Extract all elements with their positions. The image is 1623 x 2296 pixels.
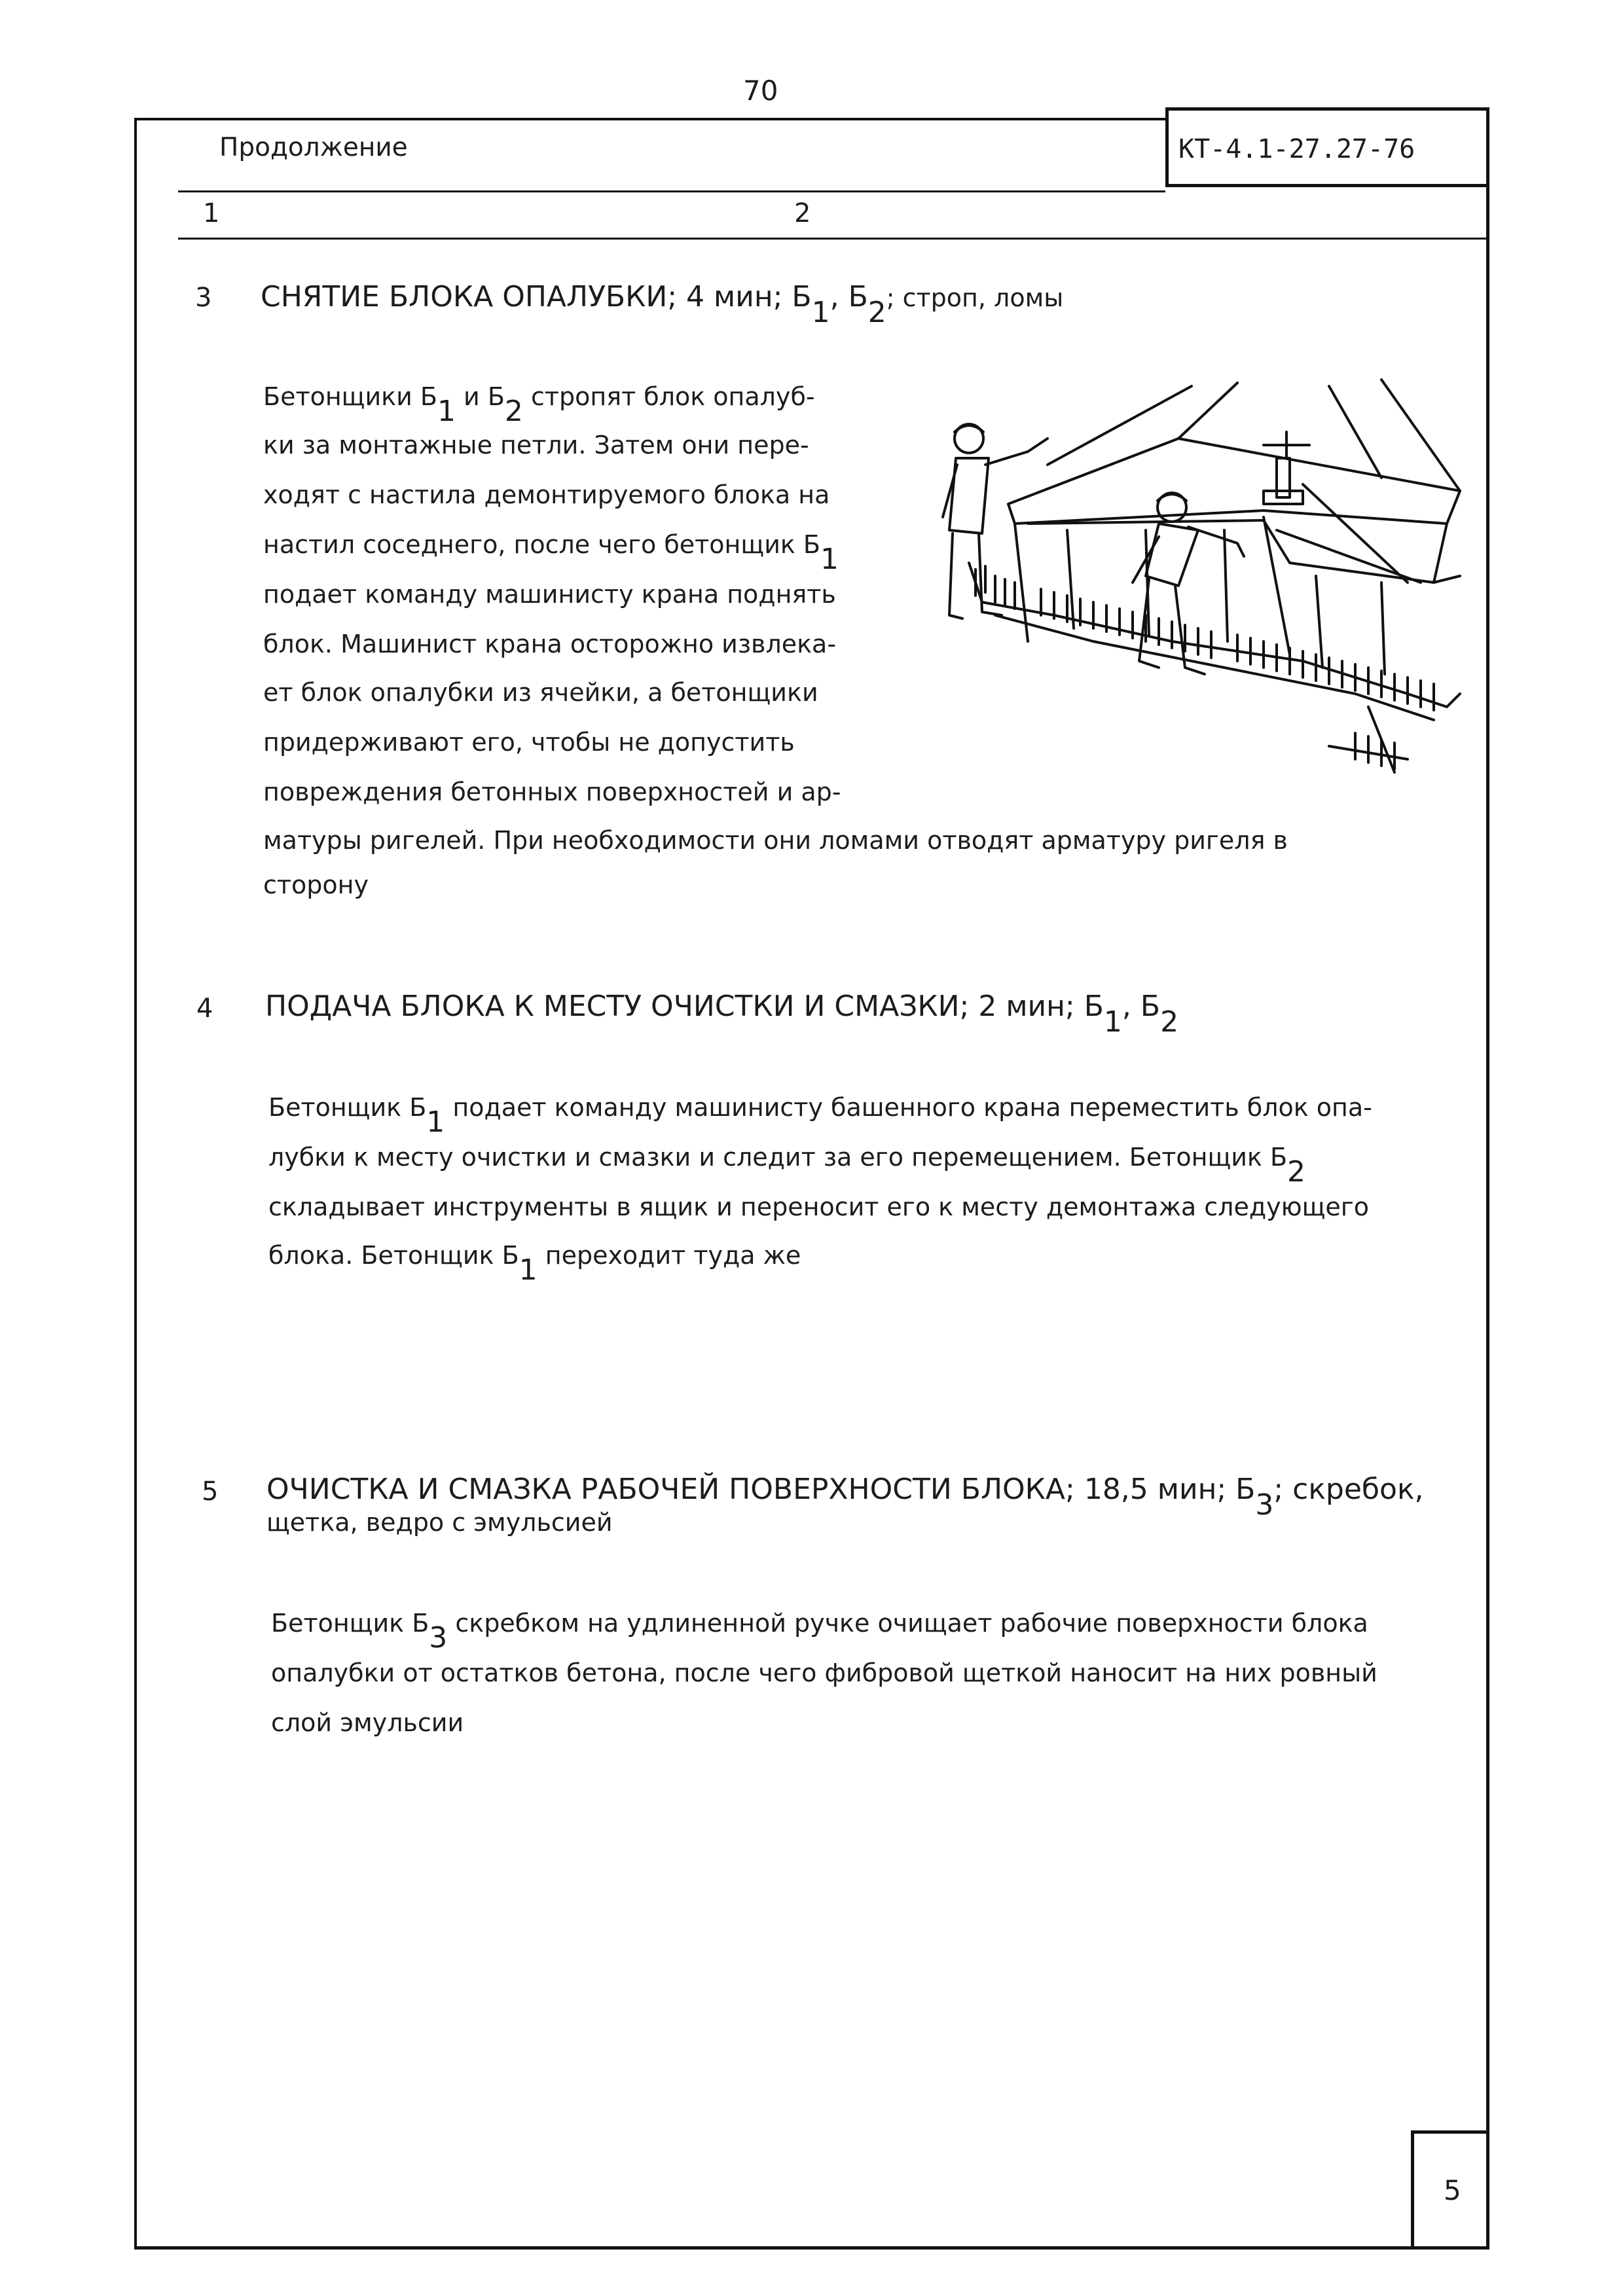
continuation-label: Продолжение xyxy=(219,133,408,162)
section-5-line-3: слой эмульсии xyxy=(271,1708,464,1737)
section-4-line-3: складывает инструменты в ящик и переносит его к месту демонтажа следующего xyxy=(268,1193,1369,1221)
section-4-line-4: блока. Бетонщик $Б_1$ переходит туда же xyxy=(268,1241,801,1287)
section-4-line-1: Бетонщик $Б_1$ подает команду машинисту башенного крана переместить блок опа- xyxy=(268,1093,1372,1139)
section-3-line-6: блок. Машинист крана осторожно извлека- xyxy=(263,630,837,658)
section-5-heading-line-2: щетка, ведро с эмульсией xyxy=(266,1508,613,1537)
workers-removing-formwork-block-illustration xyxy=(897,367,1473,785)
section-4-line-2: лубки к месту очистки и смазки и следит за его перемещением. Бетонщик $Б_2$ xyxy=(268,1143,1306,1189)
section-3-line-7: ет блок опалубки из ячейки, а бетонщики xyxy=(263,678,818,707)
section-3-line-8: придерживают его, чтобы не допустить xyxy=(263,728,795,757)
section-3-heading: СНЯТИЕ БЛОКА ОПАЛУБКИ; 4 мин; $Б_1$, $Б_2$; строп, ломы xyxy=(261,280,1064,329)
section-5-heading: ОЧИСТКА И СМАЗКА РАБОЧЕЙ ПОВЕРХНОСТИ БЛОКА; 18,5 мин; $Б_3$; скребок, xyxy=(266,1473,1424,1522)
column-number-2: 2 xyxy=(794,198,811,228)
section-5-line-1: Бетонщик $Б_3$ скребком на удлиненной ручке очищает рабочие поверхности блока xyxy=(271,1609,1368,1655)
frame-right xyxy=(1486,107,1489,2248)
column-header-top-rule xyxy=(178,190,1165,192)
section-5-line-2: опалубки от остатков бетона, после чего фибровой щеткой наносит на них ровный xyxy=(271,1659,1377,1687)
section-3-line-10: матуры ригелей. При необходимости они ломами отводят арматуру ригеля в xyxy=(263,826,1288,855)
frame-top xyxy=(134,118,1165,120)
page-number: 70 xyxy=(743,75,778,107)
section-3-line-2: ки за монтажные петли. Затем они пере- xyxy=(263,431,809,459)
section-4-number: 4 xyxy=(196,994,213,1024)
section-3-line-5: подает команду машинисту крана поднять xyxy=(263,580,836,609)
frame-left xyxy=(134,118,137,2248)
section-3-line-1: Бетонщики $Б_1$ и $Б_2$ стропят блок опалуб- xyxy=(263,382,815,428)
section-3-line-3: ходят с настила демонтируемого блока на xyxy=(263,480,830,509)
section-3-line-9: повреждения бетонных поверхностей и ар- xyxy=(263,778,841,806)
sheet-number: 5 xyxy=(1444,2174,1461,2206)
section-3-line-4: настил соседнего, после чего бетонщик $Б_1$ xyxy=(263,530,839,576)
section-3-number: 3 xyxy=(195,283,212,313)
column-number-1: 1 xyxy=(203,198,220,228)
column-header-bottom-rule xyxy=(178,238,1487,240)
section-4-heading: ПОДАЧА БЛОКА К МЕСТУ ОЧИСТКИ И СМАЗКИ; 2 мин; $Б_1$, $Б_2$ xyxy=(265,990,1179,1039)
section-5-number: 5 xyxy=(202,1477,219,1507)
section-3-line-11: сторону xyxy=(263,870,369,899)
doc-code: КТ-4.1-27.27-76 xyxy=(1178,134,1415,164)
frame-bottom xyxy=(134,2246,1489,2250)
